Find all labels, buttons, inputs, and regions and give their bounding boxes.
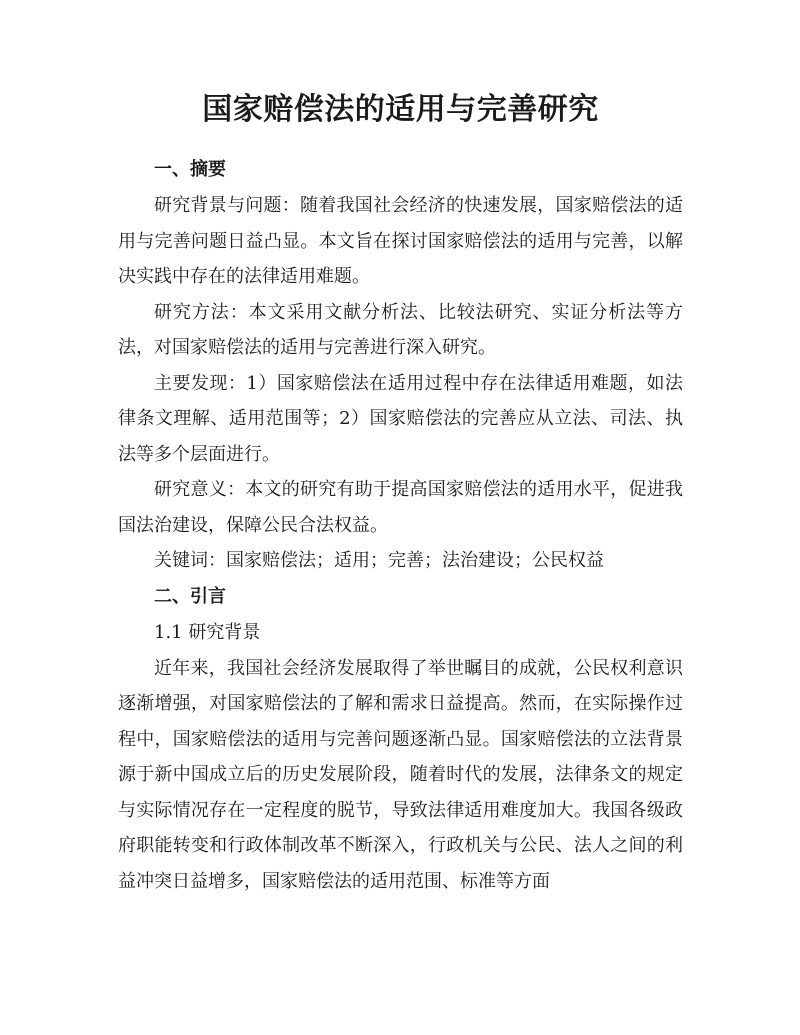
- page-title: 国家赔偿法的适用与完善研究: [202, 92, 599, 127]
- abstract-significance-paragraph: 研究意义：本文的研究有助于提高国家赔偿法的适用水平，促进我国法治建设，保障公民合法权益。: [118, 479, 683, 536]
- introduction-heading: 二、引言: [154, 585, 226, 607]
- abstract-findings-paragraph: 主要发现：1）国家赔偿法在适用过程中存在法律适用难题，如法律条文理解、适用范围等；2）国家赔偿法的完善应从立法、司法、执法等多个层面进行。: [118, 372, 683, 465]
- introduction-body-paragraph: 近年来，我国社会经济发展取得了举世瞩目的成就，公民权利意识逐渐增强，对国家赔偿法的了解和需求日益提高。然而，在实际操作过程中，国家赔偿法的适用与完善问题逐渐凸显。国家赔偿法的立法背景源于新中国成立后的历史发展阶段，随着时代的发展，法律条文的规定与实际情况存在一定程度的脱节，导致法律适用难度加大。我国各级政府职能转变和行政体制改革不断深入，行政机关与公民、法人之间的利益冲突日益增多，国家赔偿法的适用范围、标准等方面: [118, 657, 683, 892]
- abstract-heading: 一、摘要: [154, 159, 226, 180]
- abstract-method-paragraph: 研究方法：本文采用文献分析法、比较法研究、实证分析法等方法，对国家赔偿法的适用与完善进行深入研究。: [118, 301, 683, 358]
- document-page: [118, 88, 683, 899]
- subsection-heading-1-1: 1.1 研究背景: [154, 621, 261, 643]
- keywords-line: 关键词：国家赔偿法；适用；完善；法治建设；公民权益: [154, 550, 604, 571]
- abstract-background-paragraph: 研究背景与问题：随着我国社会经济的快速发展，国家赔偿法的适用与完善问题日益凸显。本文旨在探讨国家赔偿法的适用与完善，以解决实践中存在的法律适用难题。: [118, 195, 683, 287]
